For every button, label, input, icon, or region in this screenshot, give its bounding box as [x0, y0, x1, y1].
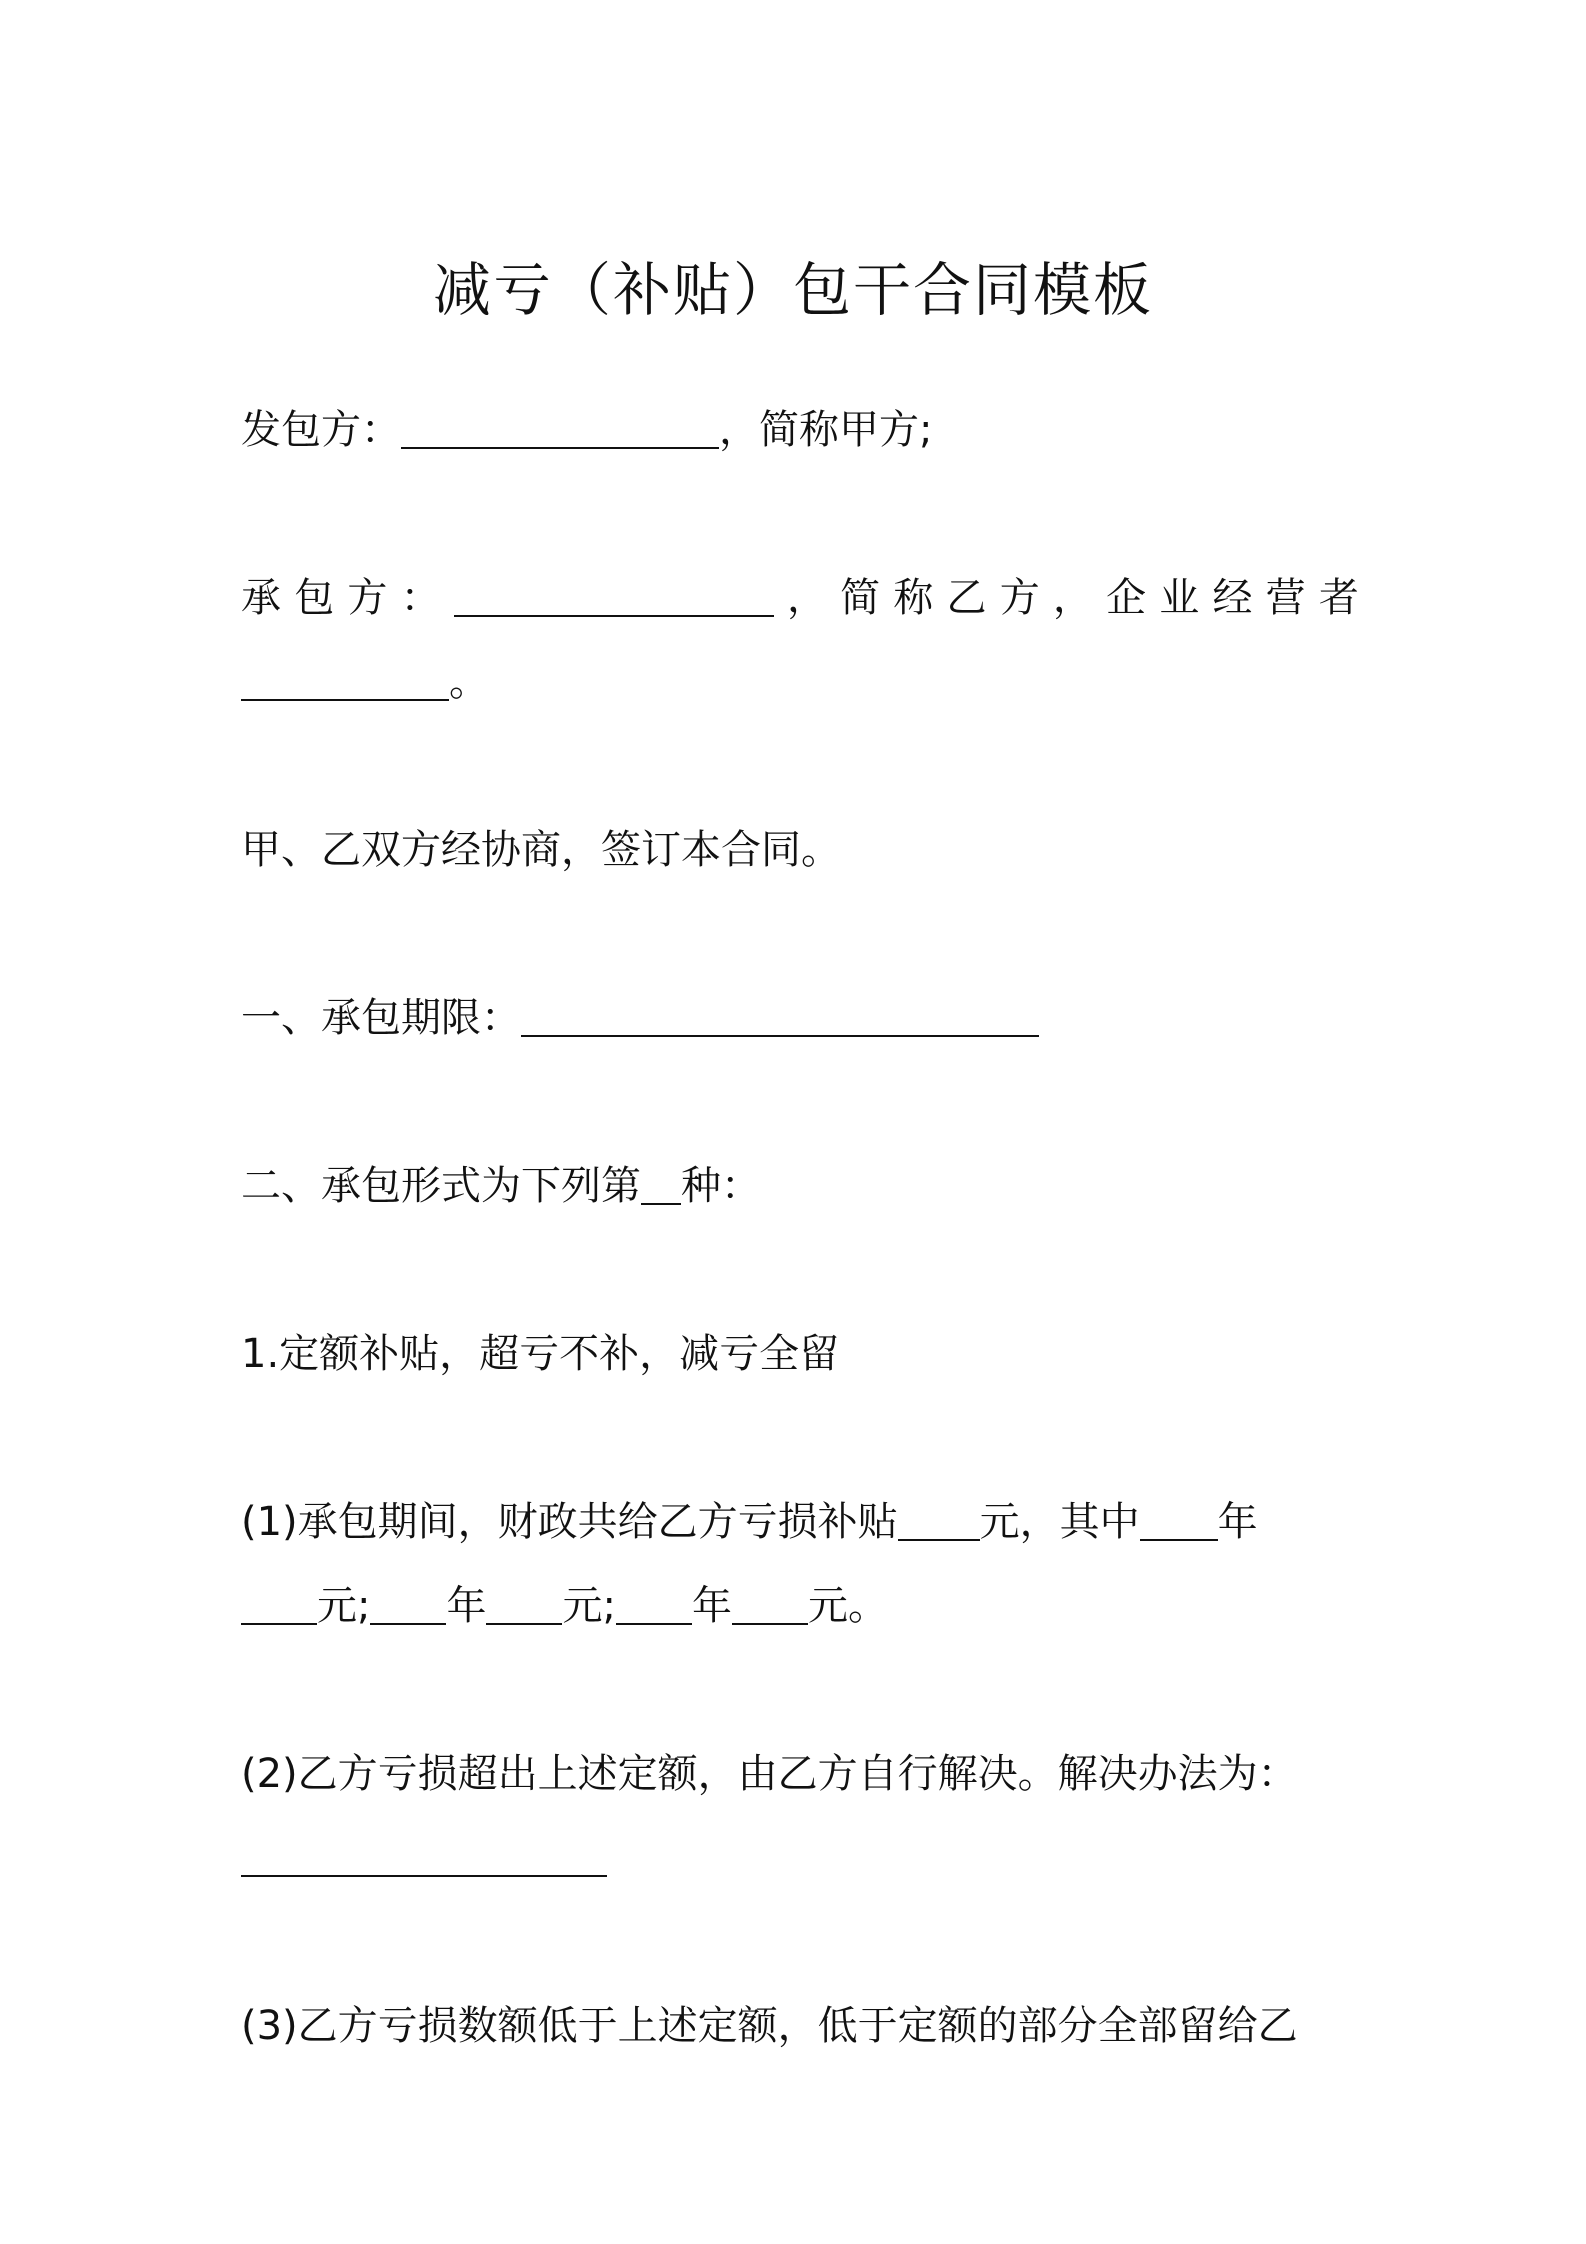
item1-3-line-1: (3)乙方亏损数额低于上述定额，低于定额的部分全部留给乙	[241, 2003, 1298, 2049]
party-b-name-blank	[454, 567, 774, 617]
party-b-char: ，	[1052, 575, 1093, 621]
party-b-char: 经	[1212, 575, 1253, 621]
party-b-char: ：	[400, 575, 441, 621]
party-a-label: 发包方：	[241, 407, 401, 453]
item1-3-paragraph	[241, 1984, 1359, 2068]
subsidy-total-blank	[898, 1491, 980, 1541]
party-b-char: 包	[294, 575, 335, 621]
party-b-line-2	[241, 640, 1359, 724]
party-b-char: 承	[241, 575, 281, 621]
year-2-blank	[370, 1575, 446, 1625]
party-b-char: 方	[347, 575, 388, 621]
agreement-paragraph	[241, 808, 1359, 892]
party-b-char: 营	[1265, 575, 1306, 621]
item1-1-text: 元，其中	[979, 1499, 1140, 1545]
item1-heading: 1.定额补贴，超亏不补，减亏全留	[241, 1331, 840, 1377]
year-1-blank	[1140, 1491, 1218, 1541]
party-b-char: 者	[1318, 575, 1359, 621]
item1-1-text: (1)承包期间，财政共给乙方亏损补贴	[241, 1499, 898, 1545]
party-b-line-1	[241, 556, 1359, 640]
item1-paragraph	[241, 1312, 1359, 1396]
item1-1-text: 元;	[317, 1583, 371, 1629]
term-label: 一、承包期限：	[241, 995, 521, 1041]
solution-blank	[241, 1827, 607, 1877]
amount-2-blank	[486, 1575, 562, 1625]
amount-3-blank	[732, 1575, 808, 1625]
operator-name-blank	[241, 651, 449, 701]
party-b-paragraph	[241, 556, 1359, 724]
page-title: 减亏（补贴）包干合同模板	[432, 256, 1153, 324]
item1-1-text: 元。	[807, 1583, 888, 1629]
party-b-char: 企	[1106, 575, 1147, 621]
party-a-name-blank	[401, 399, 719, 449]
term-paragraph	[241, 976, 1359, 1060]
party-b-end: 。	[449, 659, 489, 705]
item1-1-paragraph	[241, 1480, 1359, 1648]
party-b-char: 业	[1159, 575, 1200, 621]
party-a-paragraph	[241, 388, 1359, 472]
party-b-char: 乙	[946, 575, 987, 621]
item1-1-text: 年	[446, 1583, 487, 1629]
party-b-char: ，	[786, 575, 827, 621]
form-choice-blank	[641, 1155, 681, 1205]
amount-1-blank	[241, 1575, 317, 1625]
party-b-char: 简	[840, 575, 881, 621]
party-a-suffix: ，简称甲方;	[719, 407, 933, 453]
item1-1-line-2	[241, 1564, 1359, 1648]
year-3-blank	[616, 1575, 692, 1625]
form-text-after: 种：	[681, 1163, 761, 1209]
item1-2-line-1: (2)乙方亏损超出上述定额，由乙方自行解决。解决办法为：	[241, 1751, 1298, 1797]
party-b-char: 称	[893, 575, 934, 621]
party-b-char: 方	[999, 575, 1040, 621]
item1-2-line-2	[241, 1816, 1359, 1900]
item1-1-line-1	[241, 1480, 1359, 1564]
form-text-before: 二、承包形式为下列第	[241, 1163, 641, 1209]
term-blank	[521, 987, 1039, 1037]
item1-2-paragraph	[241, 1732, 1359, 1900]
form-paragraph	[241, 1144, 1359, 1228]
item1-1-text: 元;	[562, 1583, 616, 1629]
item1-1-text: 年	[691, 1583, 732, 1629]
agreement-text: 甲、乙双方经协商，签订本合同。	[241, 827, 841, 873]
item1-1-text: 年	[1217, 1499, 1258, 1545]
